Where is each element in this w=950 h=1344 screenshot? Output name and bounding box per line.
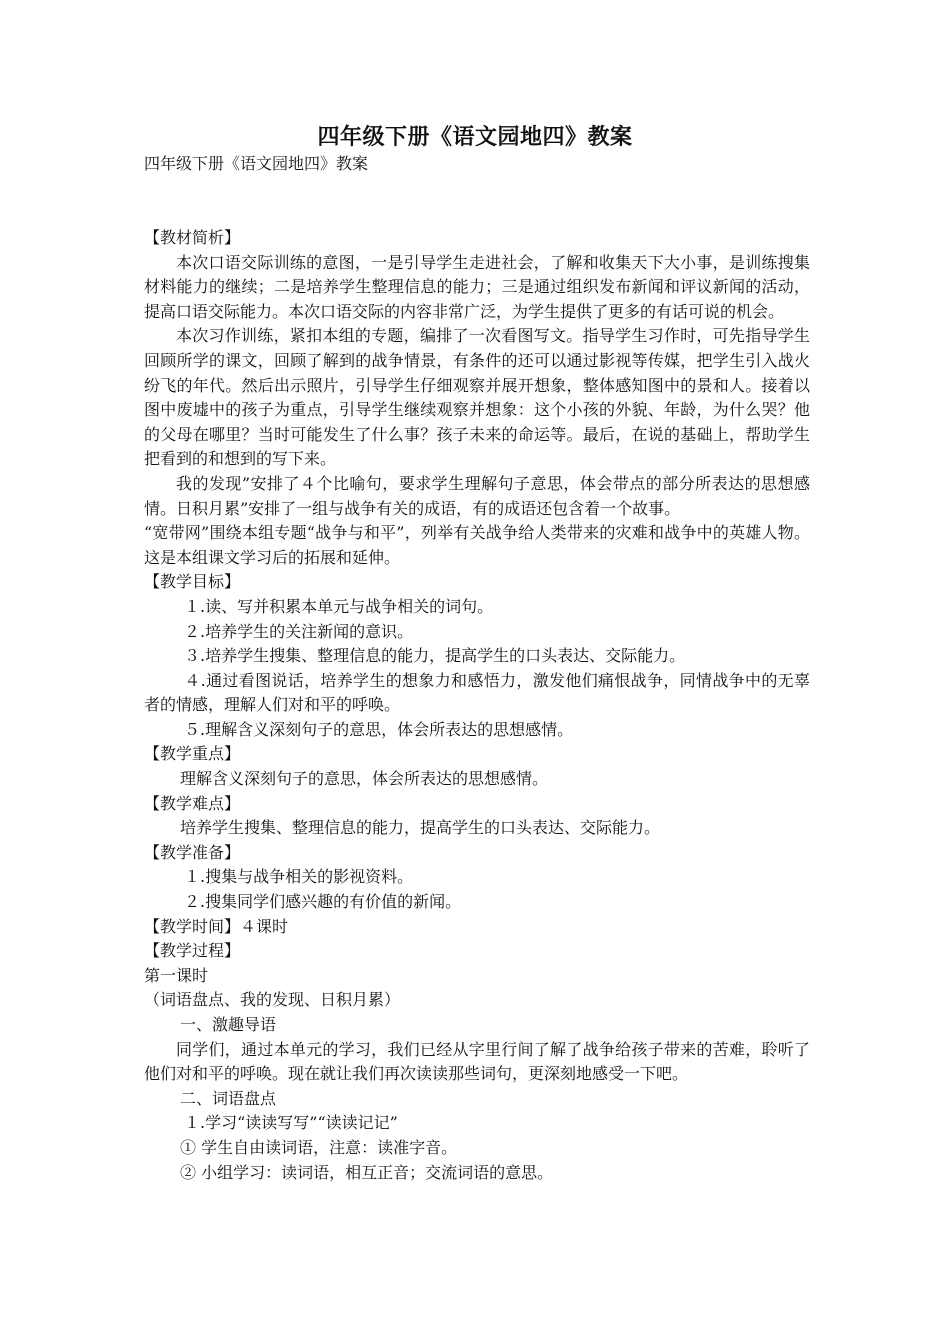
section-heading-analysis: 【教材简析】 (144, 228, 241, 247)
list-item: ５.理解含义深刻句子的意思，体会所表达的思想感情。 (184, 719, 574, 739)
document-subtitle: 四年级下册《语文园地四》教案 (144, 154, 369, 173)
list-item: ② 小组学习：读词语，相互正音；交流词语的意思。 (180, 1162, 554, 1182)
list-item: １.搜集与战争相关的影视资料。 (184, 867, 414, 887)
list-item: ２.培养学生的关注新闻的意识。 (184, 621, 414, 641)
paragraph: 我的发现”安排了４个比喻句，要求学生理解句子意思，体会带点的部分所表达的思想感情。日积月累”安排了一组与战争有关的成语，有的成语还包含着一个故事。 (144, 473, 810, 518)
paragraph: 同学们，通过本单元的学习，我们已经从字里行间了解了战争给孩子带来的苦难，聆听了他们对和平的呼唤。现在就让我们再次读读那些词句，更深刻地感受一下吧。 (144, 1039, 810, 1084)
lesson-title: 第一课时 (144, 965, 209, 985)
list-item: ① 学生自由读词语，注意：读准字音。 (180, 1137, 458, 1157)
section-heading-difficulty: 【教学难点】 (144, 793, 241, 813)
paragraph: 本次习作训练，紧扣本组的专题，编排了一次看图写文。指导学生习作时，可先指导学生回顾所学的课文，回顾了解到的战争情景，有条件的还可以通过影视等传媒，把学生引入战火纷飞的年代。然后出示照片，引导学生仔细观察并展开想象，整体感知图中的景和人。接着以图中废墟中的孩子为重点，引导学生继续观察并想象：这个小孩的外貌、年龄，为什么哭？他的父母在哪里？当时可能发生了什么事？孩子未来的命运等。最后，在说的基础上，帮助学生把看到的和想到的写下来。 (144, 326, 810, 469)
list-item: ２.搜集同学们感兴趣的有价值的新闻。 (184, 892, 462, 912)
section-heading-goals: 【教学目标】 (144, 572, 241, 592)
document-title: 四年级下册《语文园地四》教案 (317, 124, 633, 150)
list-item: ３.培养学生搜集、整理信息的能力，提高学生的口头表达、交际能力。 (184, 646, 686, 666)
section-heading-time: 【教学时间】４课时 (144, 916, 289, 936)
list-item: １.学习“读读写写”“读读记记” (184, 1113, 398, 1133)
list-item: １.读、写并积累本单元与战争相关的词句。 (184, 596, 494, 616)
paragraph: “宽带网”围绕本组专题“战争与和平”，列举有关战争给人类带来的灾难和战争中的英雄人物。这是本组课文学习后的拓展和延伸。 (144, 523, 810, 567)
step-heading: 二、词语盘点 (180, 1088, 277, 1108)
section-heading-process: 【教学过程】 (144, 941, 241, 961)
paragraph: 理解含义深刻句子的意思，体会所表达的思想感情。 (180, 769, 549, 789)
document-body (144, 226, 810, 1185)
section-heading-key: 【教学重点】 (144, 744, 241, 764)
section-heading-preparation: 【教学准备】 (144, 842, 241, 862)
list-item: ４.通过看图说话，培养学生的想象力和感悟力，激发他们痛恨战争，同情战争中的无辜者的情感，理解人们对和平的呼唤。 (144, 670, 810, 715)
step-heading: 一、激趣导语 (180, 1015, 277, 1034)
paragraph: 培养学生搜集、整理信息的能力，提高学生的口头表达、交际能力。 (180, 818, 661, 838)
paragraph: 本次口语交际训练的意图，一是引导学生走进社会，了解和收集天下大小事，是训练搜集材料能力的继续；二是培养学生整理信息的能力；三是通过组织发布新闻和评议新闻的活动，提高口语交际能力。本次口语交际的内容非常广泛，为学生提供了更多的有话可说的机会。 (144, 252, 810, 321)
lesson-subtitle: （词语盘点、我的发现、日积月累） (144, 990, 401, 1010)
